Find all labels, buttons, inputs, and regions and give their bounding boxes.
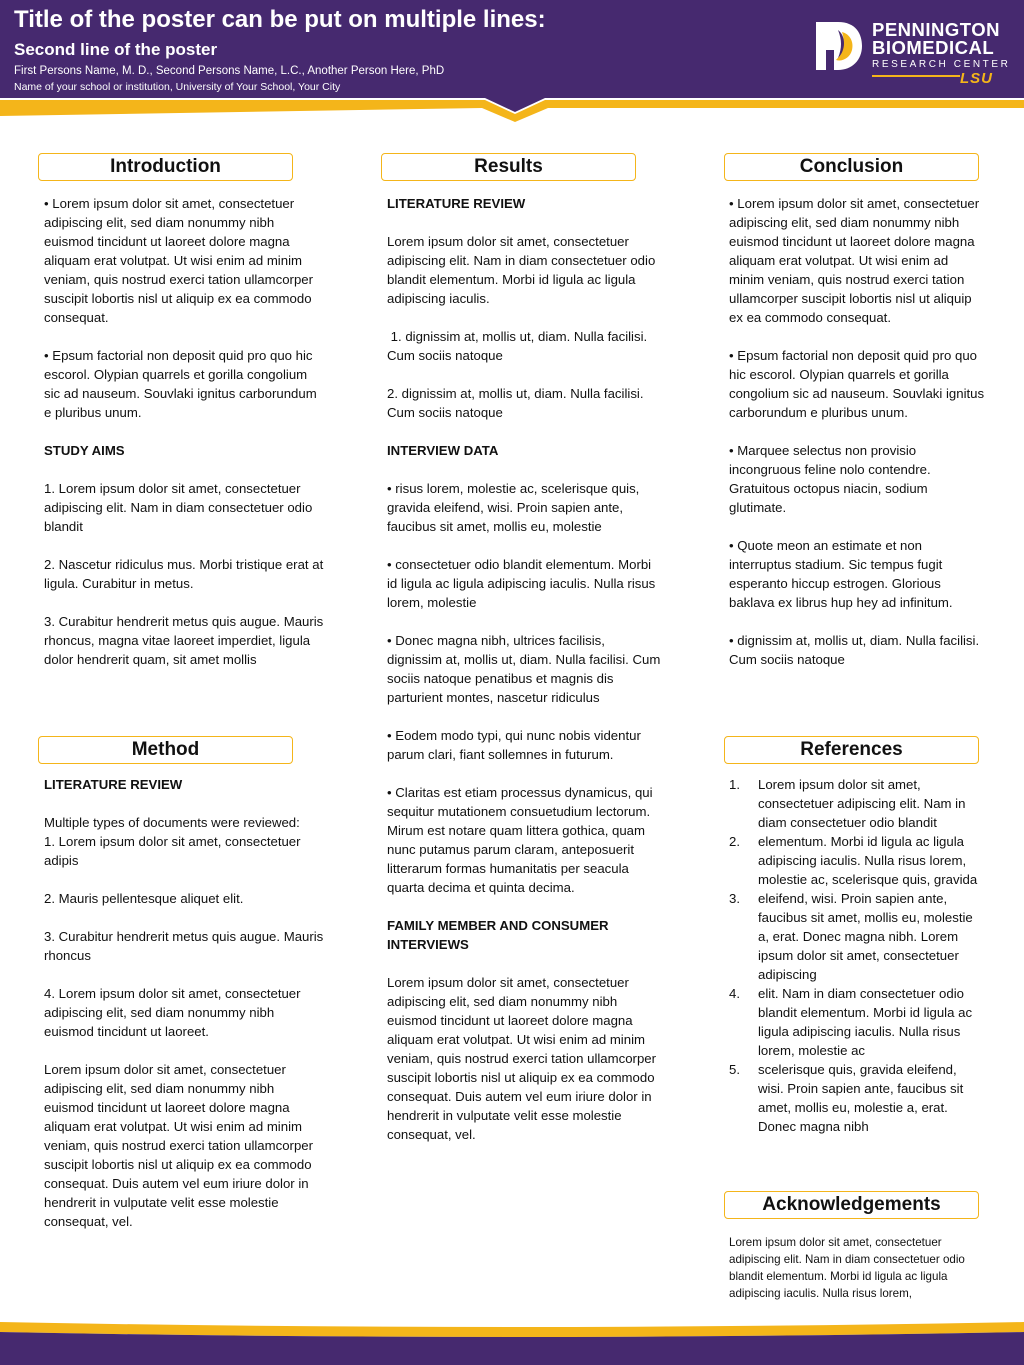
poster-authors: First Persons Name, M. D., Second Persons Name, L.C., Another Person Here, PhD (14, 65, 445, 77)
conclusion-bullet-2: • Epsum factorial non deposit quid pro quo hic escorol. Olypian quarrels et gorilla congolium sic ad nauseum. Souvlaki ignitus carborundum e pluribus unum. (729, 348, 988, 420)
logo-rule (872, 75, 960, 77)
conclusion-heading: Conclusion (724, 153, 979, 181)
reference-text: eleifend, wisi. Proin sapien ante, faucibus sit amet, mollis eu, molestie a, erat. Donec magna nibh. Lorem ipsum dolor sit amet, consectetuer adipiscing (758, 891, 973, 982)
conclusion-bullet-5: • dignissim at, mollis ut, diam. Nulla facilisi. Cum sociis natoque (729, 633, 983, 667)
logo-lsu: LSU (960, 70, 993, 87)
logo-line-1: PENNINGTON (872, 19, 1001, 40)
results-lit-paragraph: Lorem ipsum dolor sit amet, consectetuer adipiscing elit. Nam in diam consectetuer odio blandit elementum. Morbi id ligula ac ligula adipiscing iaculis. (387, 234, 659, 306)
references-list (729, 775, 985, 1136)
conclusion-bullet-4: • Quote meon an estimate et non interruptus stadium. Sic tempus fugit esperanto hiccup estrogen. Glorious baklava ex librus hup hey ad infinitum. (729, 538, 953, 610)
results-heading: Results (381, 153, 636, 181)
reference-number: 3. (729, 891, 740, 906)
method-item-4: 4. Lorem ipsum dolor sit amet, consectetuer adipiscing elit, sed diam nonummy nibh euismod tincidunt ut laoreet. (44, 986, 305, 1039)
reference-number: 2. (729, 834, 740, 849)
results-lit-item-1: 1. dignissim at, mollis ut, diam. Nulla facilisi. Cum sociis natoque (387, 329, 651, 363)
interview-bullet-3: • Donec magna nibh, ultrices facilisis, dignissim at, mollis ut, diam. Nulla facilisi. Cum sociis natoque penatibus et magnis dis parturient montes, nascetur ridiculus (387, 633, 665, 705)
logo-line-3: RESEARCH CENTER (872, 59, 1011, 70)
study-aim-1: 1. Lorem ipsum dolor sit amet, consectetuer adipiscing elit. Nam in diam consectetuer odio blandit (44, 481, 316, 534)
footer-banner-shape (0, 1318, 1024, 1365)
conclusion-bullet-3: • Marquee selectus non provisio incongruous feline nolo contendre. Gratuitous octopus niacin, sodium glutimate. (729, 443, 935, 515)
poster-subtitle: Second line of the poster (14, 40, 218, 59)
method-heading: Method (38, 736, 293, 764)
study-aim-3: 3. Curabitur hendrerit metus quis augue. Mauris rhoncus, magna vitae laoreet imperdiet, ligula dolor hendrerit quam, sit amet mollis (44, 614, 327, 667)
introduction-heading: Introduction (38, 153, 293, 181)
poster-institution: Name of your school or institution, University of Your School, Your City (14, 81, 341, 93)
family-interviews-heading: FAMILY MEMBER AND CONSUMER INTERVIEWS (387, 918, 613, 952)
intro-paragraph-2: • Epsum factorial non deposit quid pro quo hic escorol. Olypian quarrels et gorilla congolium sic ad nauseum. Souvlaki ignitus carborundum e pluribus unum. (44, 348, 321, 420)
acknowledgements-text: Lorem ipsum dolor sit amet, consectetuer adipiscing elit. Nam in diam consectetuer odio blandit elementum. Morbi id ligula ac ligula adipiscing iaculis. Nulla risus lorem, (729, 1236, 965, 1300)
pbrc-logo (812, 19, 1011, 92)
reference-text: elit. Nam in diam consectetuer odio blandit elementum. Morbi id ligula ac ligula adipiscing iaculis. Nulla risus lorem, molestie ac (758, 986, 973, 1058)
interview-bullet-2: • consectetuer odio blandit elementum. Morbi id ligula ac ligula adipiscing iaculis. Nulla risus lorem, molestie (387, 557, 659, 610)
reference-item (729, 775, 985, 832)
reference-text: Lorem ipsum dolor sit amet, consectetuer adipiscing elit. Nam in diam consectetuer odio blandit (758, 777, 966, 830)
conclusion-body (729, 194, 988, 669)
reference-item (729, 984, 985, 1060)
method-body (44, 775, 326, 1231)
introduction-body (44, 194, 326, 669)
references-heading: References (724, 736, 979, 764)
reference-item (729, 1060, 985, 1136)
study-aim-2: 2. Nascetur ridiculus mus. Morbi tristique erat at ligula. Curabitur in metus. (44, 557, 327, 591)
acknowledgements-heading: Acknowledgements (724, 1191, 979, 1219)
interview-bullet-5: • Claritas est etiam processus dynamicus, qui sequitur mutationem consuetudium lectorum. Mirum est notare quam littera gothica, quam nunc putamus parum claram, anteposuerit litterarum formas humanitatis per seacula quarta decima et quinta decima. (387, 785, 657, 895)
poster-header (0, 0, 1024, 125)
results-lit-item-2: 2. dignissim at, mollis ut, diam. Nulla facilisi. Cum sociis natoque (387, 386, 648, 420)
method-item-1: 1. Lorem ipsum dolor sit amet, consectetuer adipis (44, 834, 305, 868)
logo-line-2: BIOMEDICAL (872, 37, 995, 58)
method-item-2: 2. Mauris pellentesque aliquet elit. (44, 891, 244, 906)
reference-number: 5. (729, 1062, 740, 1077)
study-aims-heading: STUDY AIMS (44, 443, 125, 458)
reference-number: 4. (729, 986, 740, 1001)
method-item-3: 3. Curabitur hendrerit metus quis augue. Mauris rhoncus (44, 929, 327, 963)
poster-footer (0, 1318, 1024, 1365)
interview-data-heading: INTERVIEW DATA (387, 443, 499, 458)
family-interviews-paragraph: Lorem ipsum dolor sit amet, consectetuer adipiscing elit, sed diam nonummy nibh euismod tincidunt ut laoreet dolore magna aliquam erat volutpat. Ut wisi enim ad minim veniam, quis nostrud exerci tation ullamcorper suscipit lobortis nisl ut aliquip ex ea commodo consequat. Duis autem vel eum iriure dolor in hendrerit in vulputate velit esse molestie consequat, vel. (387, 975, 660, 1142)
poster-title: Title of the poster can be put on multiple lines: (14, 6, 546, 33)
reference-text: scelerisque quis, gravida eleifend, wisi. Proin sapien ante, faucibus sit amet, mollis eu, molestie a, erat. Donec magna nibh (758, 1062, 964, 1134)
interview-bullet-1: • risus lorem, molestie ac, scelerisque quis, gravida eleifend, wisi. Proin sapien ante, faucibus sit amet, mollis eu, molestie (387, 481, 644, 534)
reference-text: elementum. Morbi id ligula ac ligula adipiscing iaculis. Nulla risus lorem, molestie ac, scelerisque quis, gravida (758, 834, 978, 887)
method-paragraph: Lorem ipsum dolor sit amet, consectetuer adipiscing elit, sed diam nonummy nibh euismod tincidunt ut laoreet dolore magna aliquam erat volutpat. Ut wisi enim ad minim veniam, quis nostrud exerci tation ullamcorper suscipit lobortis nisl ut aliquip ex ea commodo consequat. Duis autem vel eum iriure dolor in hendrerit in vulputate velit esse molestie consequat, vel. (44, 1062, 317, 1229)
results-lit-review-heading: LITERATURE REVIEW (387, 196, 526, 211)
reference-number: 1. (729, 777, 740, 792)
interview-bullet-4: • Eodem modo typi, qui nunc nobis videntur parum clari, fiant sollemnes in futurum. (387, 728, 645, 762)
conclusion-bullet-1: • Lorem ipsum dolor sit amet, consectetuer adipiscing elit, sed diam nonummy nibh euismod tincidunt ut laoreet dolore magna aliquam erat volutpat. Ut wisi enim ad minim veniam, quis nostrud exerci tation ullamcorper suscipit lobortis nisl ut aliquip ex ea commodo consequat. (729, 196, 983, 325)
reference-item (729, 832, 985, 889)
pbrc-logo-icon (812, 20, 864, 72)
method-lit-review-heading: LITERATURE REVIEW (44, 777, 183, 792)
reference-item (729, 889, 985, 984)
intro-paragraph-1: • Lorem ipsum dolor sit amet, consectetuer adipiscing elit, sed diam nonummy nibh euismod tincidunt ut laoreet dolore magna aliquam erat volutpat. Ut wisi enim ad minim veniam, quis nostrud exerci tation ullamcorper suscipit lobortis nisl ut aliquip ex ea commodo consequat. (44, 196, 317, 325)
results-body (387, 194, 665, 1144)
method-intro: Multiple types of documents were reviewed: (44, 815, 300, 830)
